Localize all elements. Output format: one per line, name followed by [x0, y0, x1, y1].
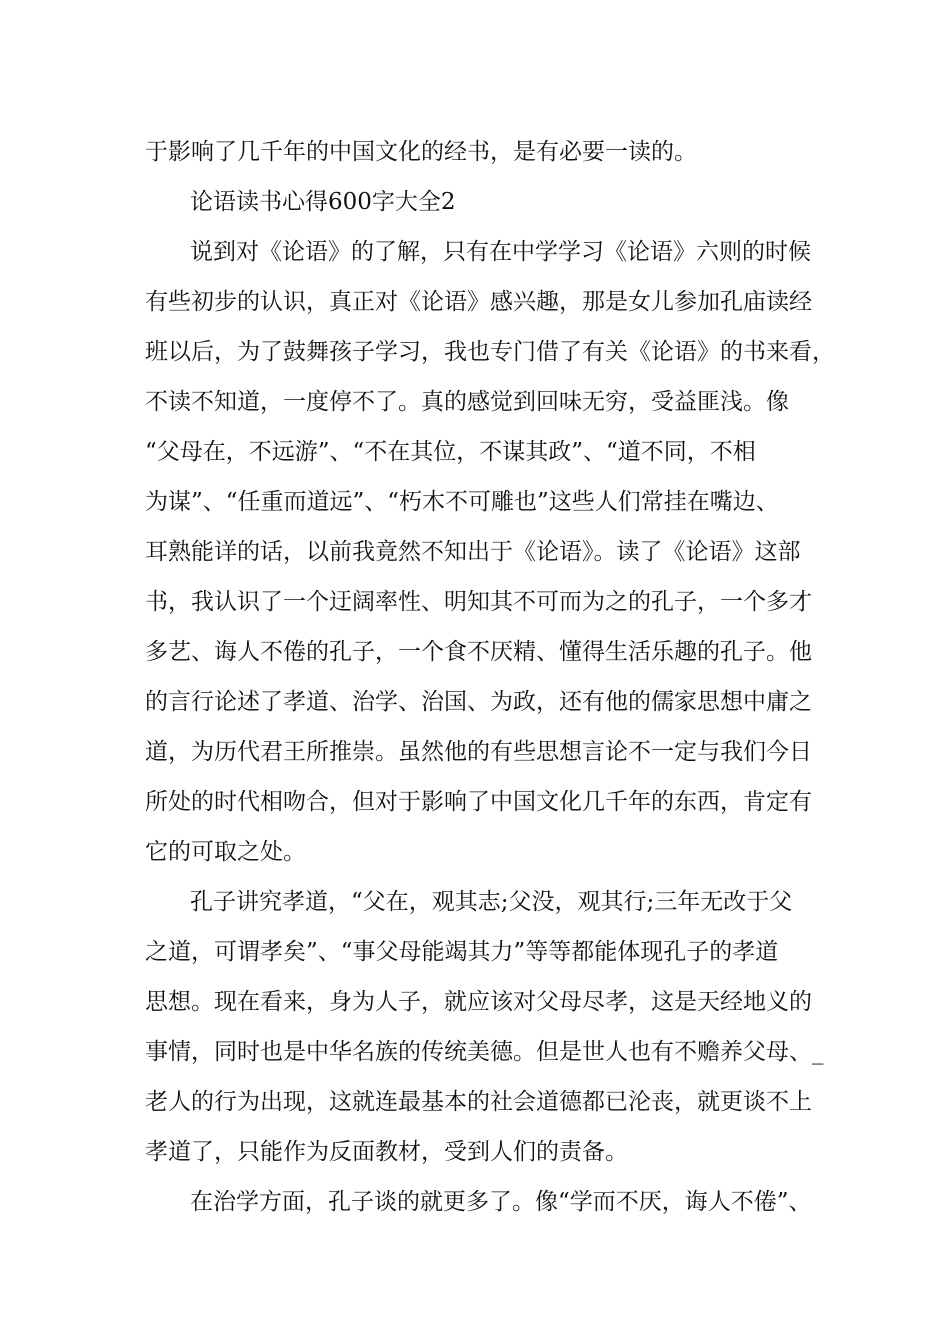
text-line: 老人的行为出现，这就连最基本的社会道德都已沦丧，就更谈不上: [145, 1089, 812, 1115]
text-line: 不读不知道，一度停不了。真的感觉到回味无穷，受益匪浅。像: [145, 389, 789, 415]
text-line: 所处的时代相吻合，但对于影响了中国文化几千年的东西，肯定有: [145, 789, 812, 815]
text-line: 孔子讲究孝道，“父在，观其志;父没，观其行;三年无改于父: [190, 889, 793, 915]
section-heading: 论语读书心得600字大全2: [190, 189, 456, 215]
text-line: 于影响了几千年的中国文化的经书，是有必要一读的。: [145, 139, 697, 165]
text-line: 有些初步的认识，真正对《论语》感兴趣，那是女儿参加孔庙读经: [145, 289, 812, 315]
text-line: 孝道了，只能作为反面教材，受到人们的责备。: [145, 1139, 628, 1165]
text-line: 的言行论述了孝道、治学、治国、为政，还有他的儒家思想中庸之: [145, 689, 812, 715]
text-line: 思想。现在看来，身为人子，就应该对父母尽孝，这是天经地义的: [145, 989, 812, 1015]
text-line: 道，为历代君王所推崇。虽然他的有些思想言论不一定与我们今日: [145, 739, 812, 765]
text-line: 书，我认识了一个迂阔率性、明知其不可而为之的孔子，一个多才: [145, 589, 812, 615]
text-line: “父母在，不远游”、“不在其位，不谋其政”、“道不同，不相: [145, 439, 756, 465]
text-line: 它的可取之处。: [145, 839, 306, 865]
text-line: 班以后，为了鼓舞孩子学习，我也专门借了有关《论语》的书来看，: [145, 339, 835, 365]
text-line: 耳熟能详的话，以前我竟然不知出于《论语》。读了《论语》这部: [145, 539, 801, 565]
text-line: 之道，可谓孝矣”、“事父母能竭其力”等等都能体现孔子的孝道: [145, 939, 779, 965]
text-line: 为谋”、“任重而道远”、“朽木不可雕也”这些人们常挂在嘴边、: [145, 489, 779, 515]
text-line: 在治学方面，孔子谈的就更多了。像“学而不厌，诲人不倦”、: [190, 1189, 812, 1215]
text-line: 事情，同时也是中华名族的传统美德。但是世人也有不赡养父母、_: [145, 1039, 824, 1065]
text-line: 说到对《论语》的了解，只有在中学学习《论语》六则的时候: [190, 239, 811, 265]
text-line: 多艺、诲人不倦的孔子，一个食不厌精、懂得生活乐趣的孔子。他: [145, 639, 812, 665]
